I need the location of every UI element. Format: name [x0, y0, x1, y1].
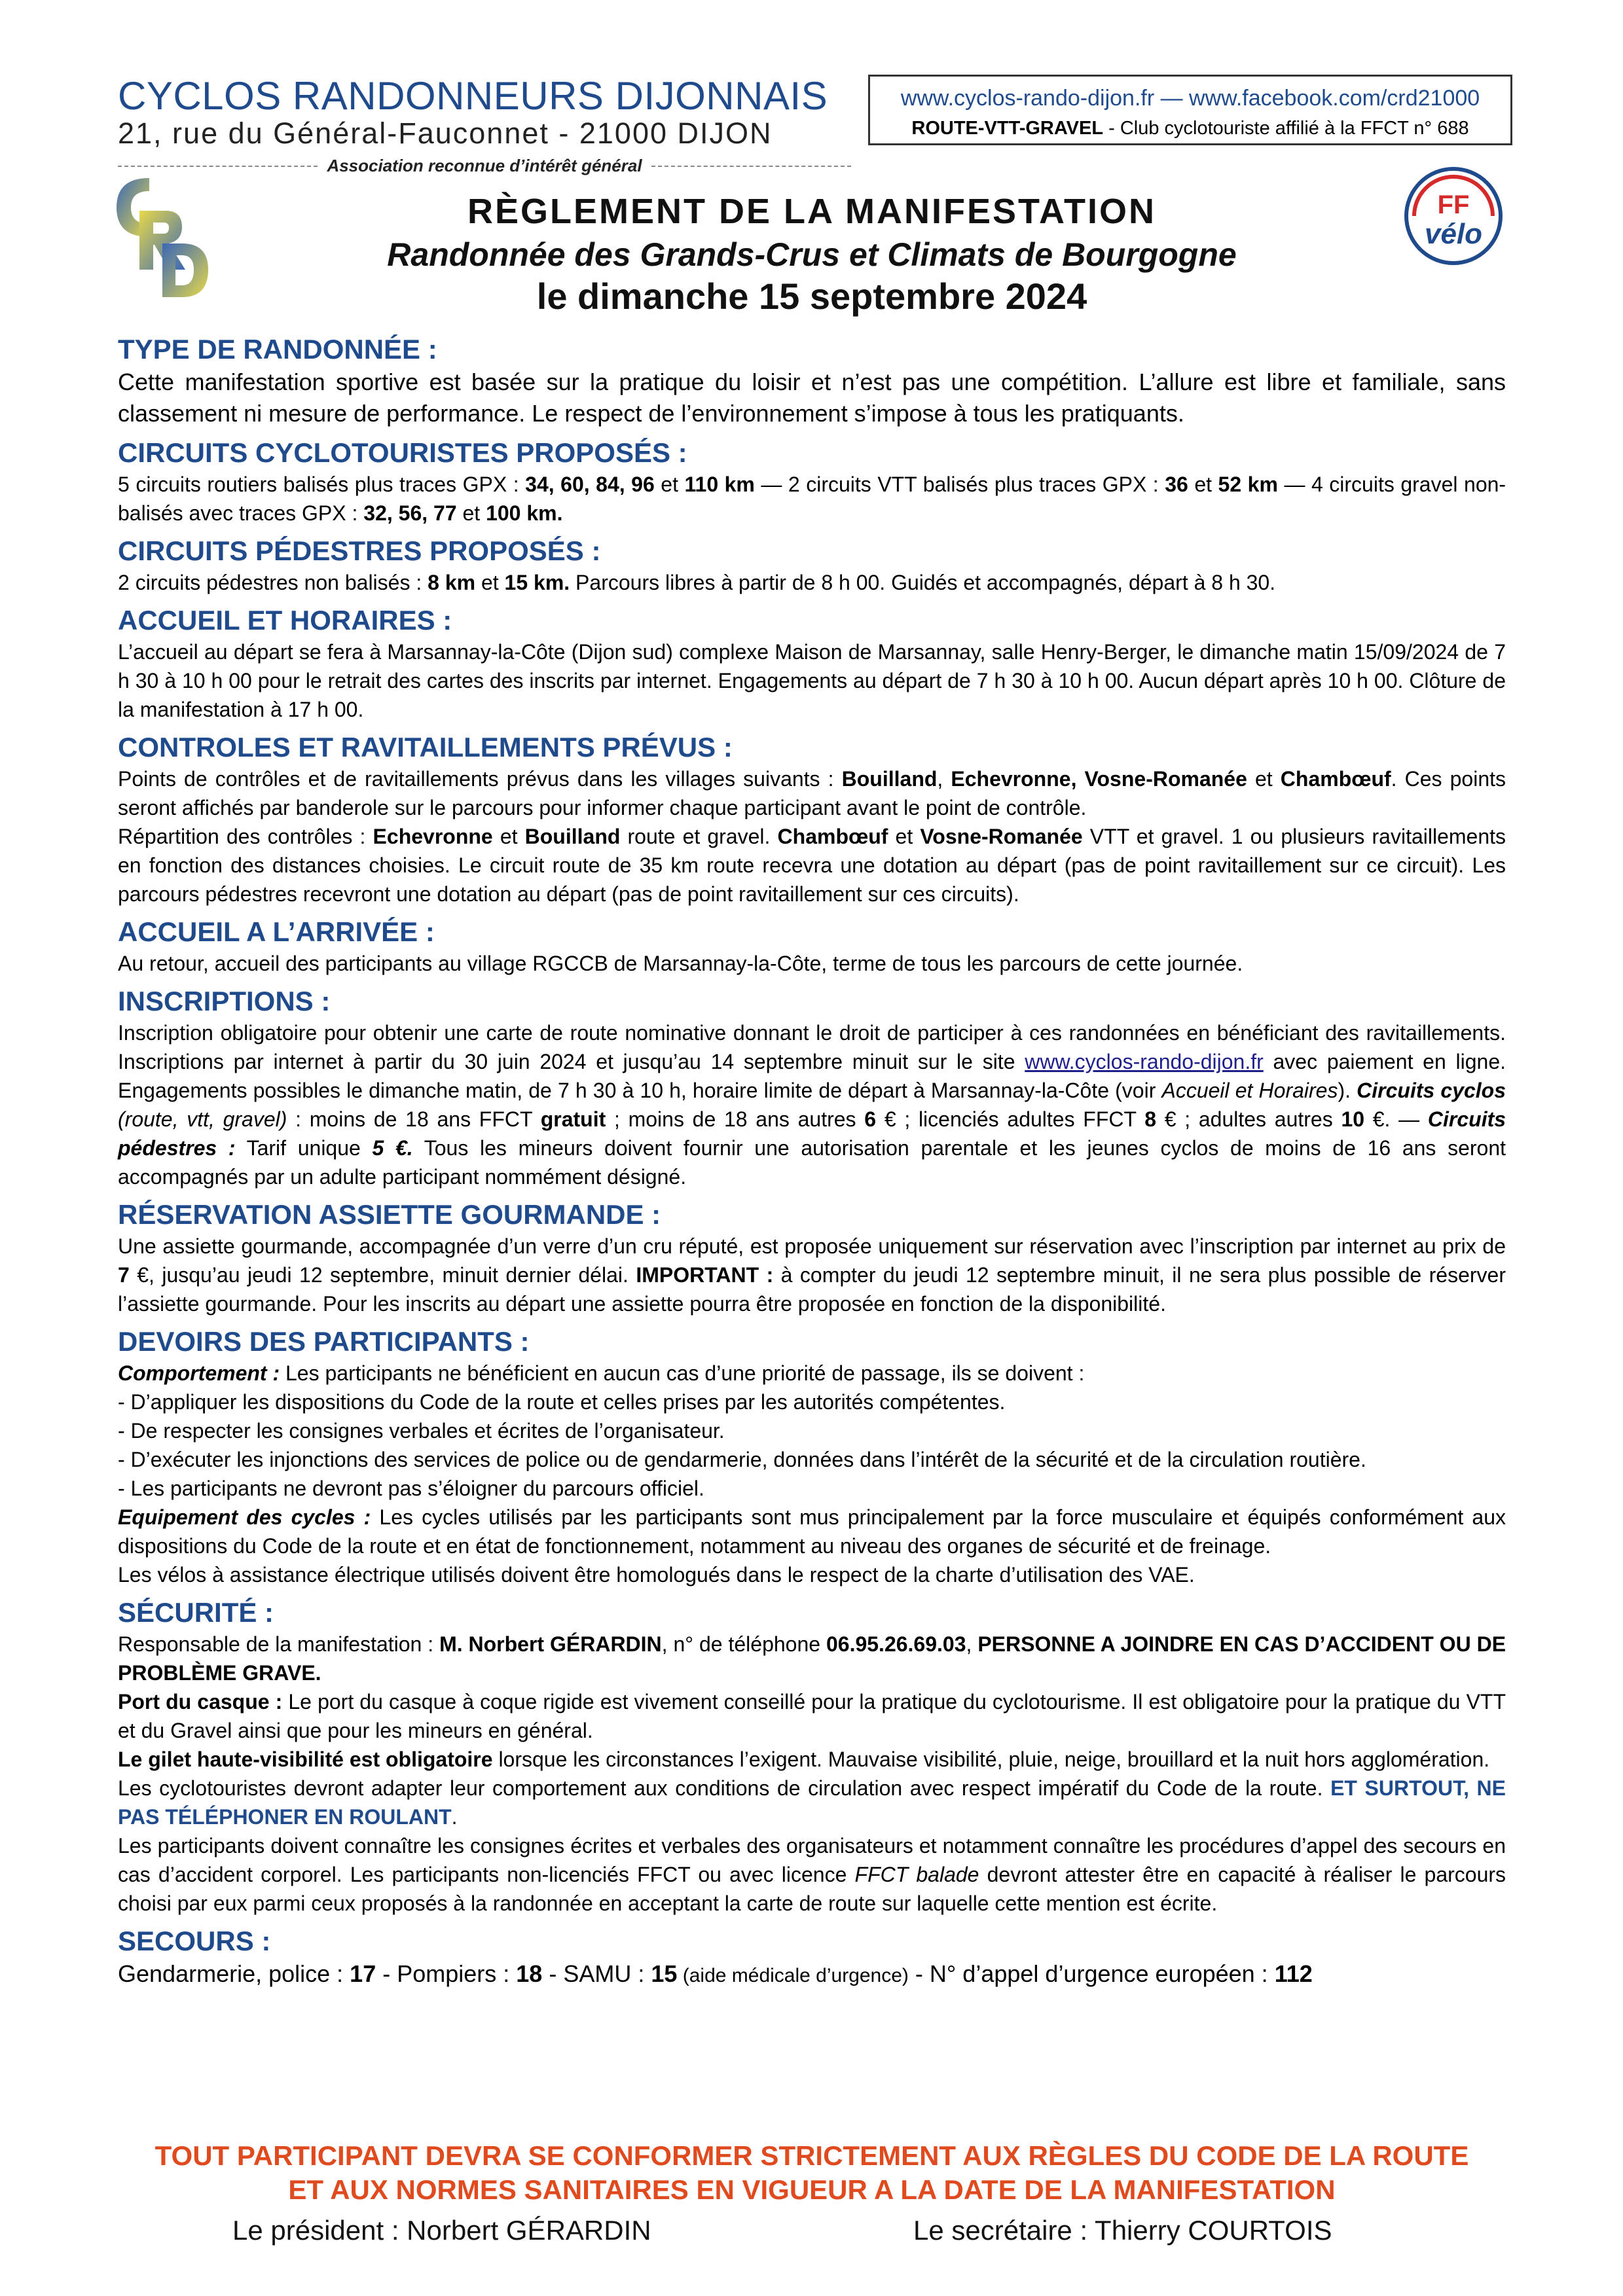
section-text-assiette: Une assiette gourmande, accompagnée d’un verre d’un cru réputé, est proposée uniquement sur réservation avec l’inscription par internet au prix de 7 €, jusqu’au jeudi 12 septembre, minuit dernier délai. IMPORTANT : à compter du jeudi 12 septembre minuit, il ne sera plus possible de réserver l’assiette gourmande. Pour les inscrits au départ une assiette pourra être proposée en fonction de la disponibilité.	[118, 1234, 1506, 1316]
section-title-inscriptions: INSCRIPTIONS :	[118, 986, 331, 1016]
title-block	[249, 191, 1375, 317]
warning-line-1: TOUT PARTICIPANT DEVRA SE CONFORMER STRICTEMENT AUX RÈGLES DU CODE DE LA ROUTE	[155, 2140, 1469, 2171]
document-subtitle: Randonnée des Grands-Crus et Climats de Bourgogne	[387, 236, 1237, 273]
section-text-comportement: Comportement : Les participants ne bénéficient en aucun cas d’une priorité de passage, ils se doivent :	[118, 1361, 1085, 1385]
final-warning	[65, 2139, 1558, 2207]
web-links[interactable]: www.cyclos-rando-dijon.fr — www.facebook.com/crd21000	[900, 86, 1480, 111]
section-text-vae: Les vélos à assistance électrique utilisés doivent être homologués dans le respect de la charte d’utilisation des VAE.	[118, 1563, 1195, 1587]
list-item: - Les participants ne devront pas s’éloigner du parcours officiel.	[118, 1477, 704, 1500]
club-affiliation	[870, 118, 1510, 139]
section-text-consignes: Les participants doivent connaître les consignes écrites et verbales des organisateurs et notamment connaître les procédures d’appel des secours en cas d’accident corporel. Les participants non-licenciés FFCT ou avec licence FFCT balade devront attester être en capacité à réaliser le parcours choisi par eux parmi ceux proposés à la randonnée en acceptant la carte de route sur laquelle cette mention est écrite.	[118, 1834, 1506, 1915]
section-title-arrivee: ACCUEIL A L’ARRIVÉE :	[118, 916, 435, 947]
document-title: RÈGLEMENT DE LA MANIFESTATION	[467, 192, 1156, 231]
site-link[interactable]: www.cyclos-rando-dijon.fr	[1025, 1050, 1264, 1073]
section-text-equipement: Equipement des cycles : Les cycles utilisés par les participants sont mus principalement par la force musculaire et équipés conformément aux dispositions du Code de la route et en état de fonctionnement, notamment au niveau des organes de sécurité et de freinage.	[118, 1505, 1506, 1558]
section-text-circuits: 5 circuits routiers balisés plus traces GPX : 34, 60, 84, 96 et 110 km — 2 circuits VTT balisés plus traces GPX : 36 et 52 km — 4 circuits gravel non-balisés avec traces GPX : 32, 56, 77 et 100 km.	[118, 473, 1506, 525]
section-text-controles-1: Points de contrôles et de ravitaillements prévus dans les villages suivants : Bouilland, Echevronne, Vosne-Romanée et Chambœuf. Ces points seront affichés par banderole sur le parcours pour informer chaque participant avant le point de contrôle.	[118, 767, 1506, 819]
divider	[118, 166, 318, 167]
logo-velo-text: vélo	[1424, 218, 1483, 250]
crd-logo	[110, 171, 215, 302]
org-name: CYCLOS RANDONNEURS DIJONNAIS	[118, 74, 828, 118]
org-address: 21, rue du Général-Fauconnet - 21000 DIJON	[118, 117, 773, 150]
secretary-signature: Le secrétaire : Thierry COURTOIS	[913, 2215, 1332, 2246]
section-title-type: TYPE DE RANDONNÉE :	[118, 334, 437, 365]
list-item: - D’appliquer les dispositions du Code de la route et celles prises par les autorités compétentes.	[118, 1390, 1006, 1414]
section-title-circuits: CIRCUITS CYCLOTOURISTES PROPOSÉS :	[118, 437, 687, 468]
section-title-secours: SECOURS :	[118, 1926, 271, 1956]
document-body	[118, 332, 1506, 1992]
section-title-accueil: ACCUEIL ET HORAIRES :	[118, 605, 452, 636]
event-date: le dimanche 15 septembre 2024	[536, 276, 1087, 317]
list-item: - De respecter les consignes verbales et écrites de l’organisateur.	[118, 1419, 725, 1443]
divider	[651, 166, 851, 167]
section-text-controles-2: Répartition des contrôles : Echevronne et Bouilland route et gravel. Chambœuf et Vosne-Romanée VTT et gravel. 1 ou plusieurs ravitaillements en fonction des distances choisies. Le circuit route de 35 km route recevra une dotation au départ (pas de point ravitaillement sur ce circuit). Les parcours pédestres recevront une dotation au départ (pas de point ravitaillement sur ces circuits).	[118, 825, 1506, 906]
association-line	[118, 156, 851, 176]
section-title-devoirs: DEVOIRS DES PARTICIPANTS :	[118, 1326, 530, 1357]
section-text-inscriptions: Inscription obligatoire pour obtenir une carte de route nominative donnant le droit de participer à ces randonnées en bénéficiant des ravitaillements. Inscriptions par internet à partir du 30 juin 2024 et jusqu’au 14 septembre minuit sur le site www.cyclos-rando-dijon.fr avec paiement en ligne. Engagements possibles le dimanche matin, de 7 h 30 à 10 h, horaire limite de départ à Marsannay-la-Côte (voir Accueil et Horaires). Circuits cyclos (route, vtt, gravel) : moins de 18 ans FFCT gratuit ; moins de 18 ans autres 6 € ; licenciés adultes FFCT 8 € ; adultes autres 10 €. — Circuits pédestres : Tarif unique 5 €. Tous les mineurs doivent fournir une autorisation parentale et les jeunes cyclos de moins de 16 ans seront accompagnés par un adulte participant nommément désigné.	[118, 1021, 1506, 1189]
section-text-gilet: Le gilet haute-visibilité est obligatoire lorsque les circonstances l’exigent. Mauvaise visibilité, pluie, neige, brouillard et la nuit hors agglomération.	[118, 1748, 1490, 1771]
warning-line-2: ET AUX NORMES SANITAIRES EN VIGUEUR A LA DATE DE LA MANIFESTATION	[288, 2174, 1336, 2205]
section-title-controles: CONTROLES ET RAVITAILLEMENTS PRÉVUS :	[118, 732, 733, 762]
section-text-pedestres: 2 circuits pédestres non balisés : 8 km et 15 km. Parcours libres à partir de 8 h 00. Guidés et accompagnés, départ à 8 h 30.	[118, 571, 1276, 594]
association-label: Association reconnue d’intérêt général	[327, 156, 642, 175]
section-text-comportement-route: Les cyclotouristes devront adapter leur comportement aux conditions de circulation avec respect impératif du Code de la route. ET SURTOUT, NE PAS TÉLÉPHONER EN ROULANT.	[118, 1776, 1506, 1829]
section-title-pedestres: CIRCUITS PÉDESTRES PROPOSÉS :	[118, 535, 601, 566]
president-signature: Le président : Norbert GÉRARDIN	[232, 2215, 651, 2246]
club-type: ROUTE-VTT-GRAVEL	[911, 118, 1104, 139]
section-title-assiette: RÉSERVATION ASSIETTE GOURMANDE :	[118, 1199, 661, 1230]
section-text-type: Cette manifestation sportive est basée sur la pratique du loisir et n’est pas une compétition. L’allure est libre et familiale, sans classement ni mesure de performance. Le respect de l’environnement s’impose à tous les pratiquants.	[118, 368, 1506, 427]
section-text-accueil: L’accueil au départ se fera à Marsannay-la-Côte (Dijon sud) complexe Maison de Marsannay, salle Henry-Berger, le dimanche matin 15/09/2024 de 7 h 30 à 10 h 00 pour le retrait des cartes des inscrits par internet. Engagements au départ de 7 h 30 à 10 h 00. Aucun départ après 10 h 00. Clôture de la manifestation à 17 h 00.	[118, 640, 1506, 721]
ffvelo-logo	[1401, 164, 1506, 268]
section-title-securite: SÉCURITÉ :	[118, 1597, 274, 1628]
list-item: - D’exécuter les injonctions des services de police ou de gendarmerie, données dans l’intérêt de la sécurité et de la circulation routière.	[118, 1448, 1366, 1471]
web-info-box	[868, 75, 1512, 145]
club-affiliation-text: - Club cyclotouriste affilié à la FFCT n° 688	[1103, 118, 1469, 139]
logo-ff-text: FF	[1437, 190, 1470, 219]
section-text-arrivee: Au retour, accueil des participants au village RGCCB de Marsannay-la-Côte, terme de tous les parcours de cette journée.	[118, 952, 1243, 975]
section-text-secours: Gendarmerie, police : 17 - Pompiers : 18 - SAMU : 15 (aide médicale d’urgence) - N° d’appel d’urgence européen : 112	[118, 1960, 1313, 1987]
section-text-responsable: Responsable de la manifestation : M. Norbert GÉRARDIN, n° de téléphone 06.95.26.69.03, PERSONNE A JOINDRE EN CAS D’ACCIDENT OU DE PROBLÈME GRAVE.	[118, 1632, 1506, 1685]
section-text-casque: Port du casque : Le port du casque à coque rigide est vivement conseillé pour la pratique du cyclotourisme. Il est obligatoire pour la pratique du VTT et du Gravel ainsi que pour les mineurs en général.	[118, 1690, 1506, 1742]
